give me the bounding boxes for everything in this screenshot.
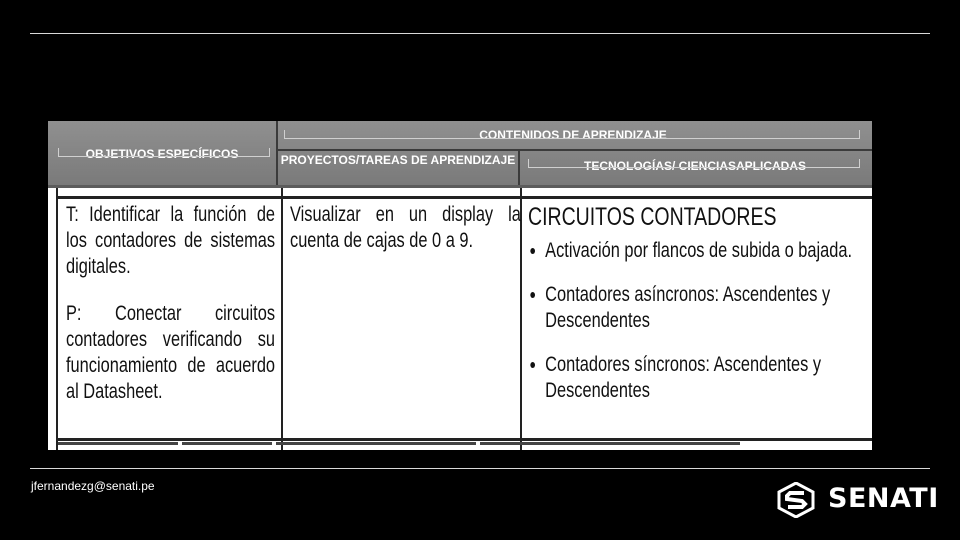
objectives-cell — [66, 202, 275, 426]
senati-emblem-icon — [776, 482, 816, 518]
bottom-divider — [30, 468, 930, 469]
senati-wordmark: SENATI — [828, 483, 939, 514]
header-contents-group: CONTENIDOS DE APRENDIZAJE — [479, 128, 667, 142]
technology-item: • Activación por flancos de subida o bajada. — [545, 238, 855, 264]
technology-title: CIRCUITOS CONTADORES — [528, 203, 777, 231]
technology-cell — [528, 202, 856, 422]
table-body — [48, 188, 872, 450]
header-projects: PROYECTOS/TAREAS DE APRENDIZAJE — [280, 153, 516, 167]
header-objectives: OBJETIVOS ESPECÍFICOS — [85, 147, 239, 161]
contact-email: jfernandezg@senati.pe — [31, 479, 155, 493]
objective-t: T: Identificar la función de los contadores de sistemas digitales. — [66, 203, 276, 278]
technology-item: • Contadores asíncronos: Ascendentes y Descendentes — [545, 282, 855, 334]
objective-p: P: Conectar circuitos contadores verificando su funcionamiento de acuerdo al Datasheet. — [66, 302, 276, 403]
header-technologies: TECNOLOGÍAS/ CIENCIASAPLICADAS — [583, 159, 806, 173]
table-header — [48, 121, 872, 188]
project-cell: Visualizar en un display la cuenta de cajas de 0 a 9. — [290, 203, 521, 252]
curriculum-table-image — [48, 121, 872, 450]
top-divider — [30, 33, 930, 34]
senati-logo — [776, 482, 939, 518]
technology-item: • Contadores síncronos: Ascendentes y Descendentes — [545, 352, 855, 404]
